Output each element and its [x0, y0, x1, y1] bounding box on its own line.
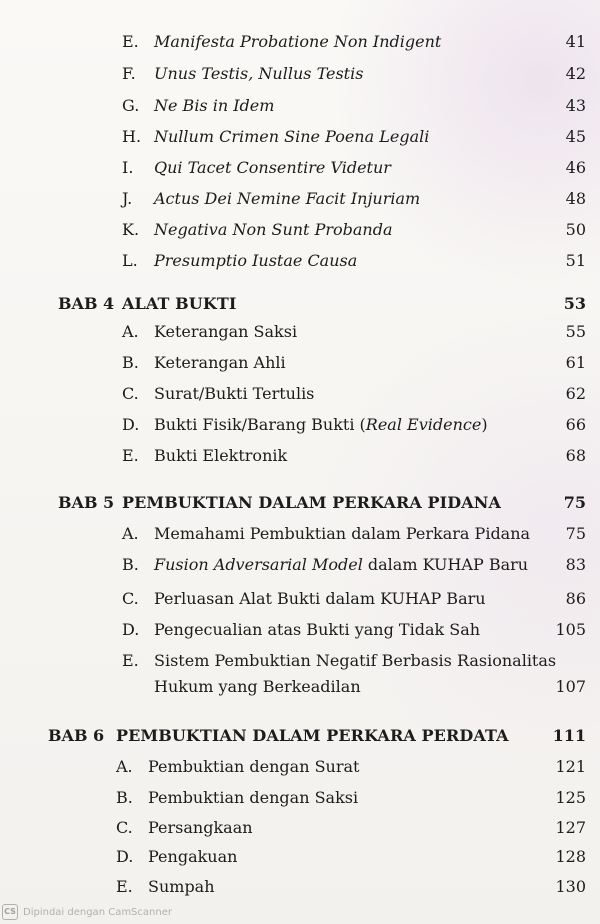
entry-page-number: 128: [555, 847, 586, 866]
entry-title: Keterangan Ahli: [154, 353, 286, 372]
entry-letter: E.: [122, 32, 139, 51]
entry-title: Pembuktian dengan Saksi: [148, 788, 359, 807]
chapter-heading: [0, 722, 600, 750]
entry-title: Nullum Crimen Sine Poena Legali: [154, 127, 430, 146]
entry-page-number: 127: [555, 818, 586, 837]
entry-letter: B.: [122, 555, 139, 574]
chapter-title: PEMBUKTIAN DALAM PERKARA PIDANA: [122, 493, 501, 512]
toc-entry: [0, 60, 600, 88]
entry-title: Negativa Non Sunt Probanda: [154, 220, 393, 239]
entry-page-number: 83: [565, 555, 586, 574]
toc-entry: [0, 843, 600, 871]
toc-entry: [0, 616, 600, 644]
entry-title: Keterangan Saksi: [154, 322, 298, 341]
entry-letter: A.: [116, 757, 133, 776]
entry-letter: E.: [116, 877, 133, 896]
toc-entry: [0, 318, 600, 346]
entry-letter: D.: [122, 620, 140, 639]
toc-entry: [0, 784, 600, 812]
entry-title: Pembuktian dengan Surat: [148, 757, 360, 776]
entry-title: Memahami Pembuktian dalam Perkara Pidana: [154, 524, 531, 543]
chapter-heading: [0, 290, 600, 318]
chapter-label: BAB 6: [48, 726, 105, 745]
entry-letter: D.: [116, 847, 134, 866]
entry-page-number: 43: [565, 96, 586, 115]
chapter-label: BAB 4: [58, 294, 115, 313]
entry-page-number: 62: [565, 384, 586, 403]
entry-letter: C.: [116, 818, 133, 837]
entry-letter: C.: [122, 384, 139, 403]
chapter-title: PEMBUKTIAN DALAM PERKARA PERDATA: [116, 726, 509, 745]
entry-letter: I.: [122, 158, 134, 177]
entry-letter: A.: [122, 322, 139, 341]
chapter-heading: [0, 489, 600, 517]
entry-letter: C.: [122, 589, 139, 608]
toc-entry: [0, 585, 600, 613]
entry-letter: B.: [122, 353, 139, 372]
entry-page-number: 75: [565, 524, 586, 543]
camscanner-text: Dipindai dengan CamScanner: [23, 906, 172, 918]
entry-letter: J.: [122, 189, 133, 208]
entry-page-number: 51: [565, 251, 586, 270]
entry-letter: E.: [122, 651, 139, 670]
entry-title: Manifesta Probatione Non Indigent: [154, 32, 442, 51]
entry-letter: G.: [122, 96, 140, 115]
entry-title-line2: Hukum yang Berkeadilan: [154, 677, 361, 696]
toc-entry: [0, 551, 600, 579]
toc-entry: [0, 520, 600, 548]
entry-letter: D.: [122, 415, 140, 434]
chapter-page-number: 75: [563, 493, 586, 512]
entry-letter: H.: [122, 127, 142, 146]
toc-entry: [0, 247, 600, 275]
camscanner-watermark: [2, 904, 172, 920]
chapter-label: BAB 5: [58, 493, 115, 512]
entry-title: Presumptio Iustae Causa: [154, 251, 358, 270]
entry-page-number: 105: [555, 620, 586, 639]
chapter-page-number: 111: [552, 726, 586, 745]
toc-entry: [0, 442, 600, 470]
entry-page-number: 121: [555, 757, 586, 776]
entry-page-number: 50: [565, 220, 586, 239]
entry-page-number: 125: [555, 788, 586, 807]
entry-title-line1: Sistem Pembuktian Negatif Berbasis Rasionalitas: [154, 651, 557, 670]
entry-title-text-end: dalam KUHAP Baru: [362, 555, 529, 574]
entry-letter: A.: [122, 524, 139, 543]
entry-title: Qui Tacet Consentire Videtur: [154, 158, 391, 177]
toc-entry: [0, 380, 600, 408]
entry-page-number: 107: [555, 677, 586, 696]
entry-page-number: 42: [565, 64, 586, 83]
entry-title-emphasis: Fusion Adversarial Model: [154, 555, 363, 574]
chapter-title: ALAT BUKTI: [122, 294, 237, 313]
entry-title: Unus Testis, Nullus Testis: [154, 64, 364, 83]
entry-page-number: 66: [565, 415, 586, 434]
entry-title: Pengecualian atas Bukti yang Tidak Sah: [154, 620, 481, 639]
toc-entry: [0, 92, 600, 120]
entry-title: Persangkaan: [148, 818, 253, 837]
toc-entry: [0, 753, 600, 781]
entry-letter: E.: [122, 446, 139, 465]
chapter-page-number: 53: [563, 294, 586, 313]
toc-entry: [0, 185, 600, 213]
entry-title: Sumpah: [148, 877, 215, 896]
entry-letter: L.: [122, 251, 138, 270]
toc-entry: [0, 349, 600, 377]
entry-page-number: 46: [565, 158, 586, 177]
toc-entry: [0, 123, 600, 151]
entry-title: Surat/Bukti Tertulis: [154, 384, 315, 403]
toc-entry: [0, 873, 600, 901]
toc-entry: [0, 154, 600, 182]
camscanner-logo-icon: CS: [2, 904, 18, 920]
entry-page-number: 130: [555, 877, 586, 896]
entry-title-emphasis: Real Evidence: [365, 415, 482, 434]
entry-page-number: 45: [565, 127, 586, 146]
entry-title: Perluasan Alat Bukti dalam KUHAP Baru: [154, 589, 486, 608]
entry-page-number: 48: [565, 189, 586, 208]
entry-letter: B.: [116, 788, 133, 807]
entry-title-text-end: ): [481, 415, 488, 434]
toc-entry: [0, 216, 600, 244]
toc-entry: [0, 647, 600, 703]
toc-entry: [0, 28, 600, 56]
entry-letter: K.: [122, 220, 140, 239]
toc-entry: [0, 814, 600, 842]
entry-page-number: 41: [565, 32, 586, 51]
entry-title: Bukti Elektronik: [154, 446, 288, 465]
entry-page-number: 61: [565, 353, 586, 372]
entry-title: [154, 551, 528, 579]
entry-title: Actus Dei Nemine Facit Injuriam: [154, 189, 421, 208]
entry-page-number: 55: [565, 322, 586, 341]
toc-entry: [0, 411, 600, 439]
entry-title: Ne Bis in Idem: [154, 96, 275, 115]
entry-title: [154, 411, 488, 439]
entry-title-text: Bukti Fisik/Barang Bukti (: [154, 415, 366, 434]
entry-letter: F.: [122, 64, 136, 83]
entry-page-number: 86: [565, 589, 586, 608]
entry-page-number: 68: [565, 446, 586, 465]
entry-title: Pengakuan: [148, 847, 238, 866]
